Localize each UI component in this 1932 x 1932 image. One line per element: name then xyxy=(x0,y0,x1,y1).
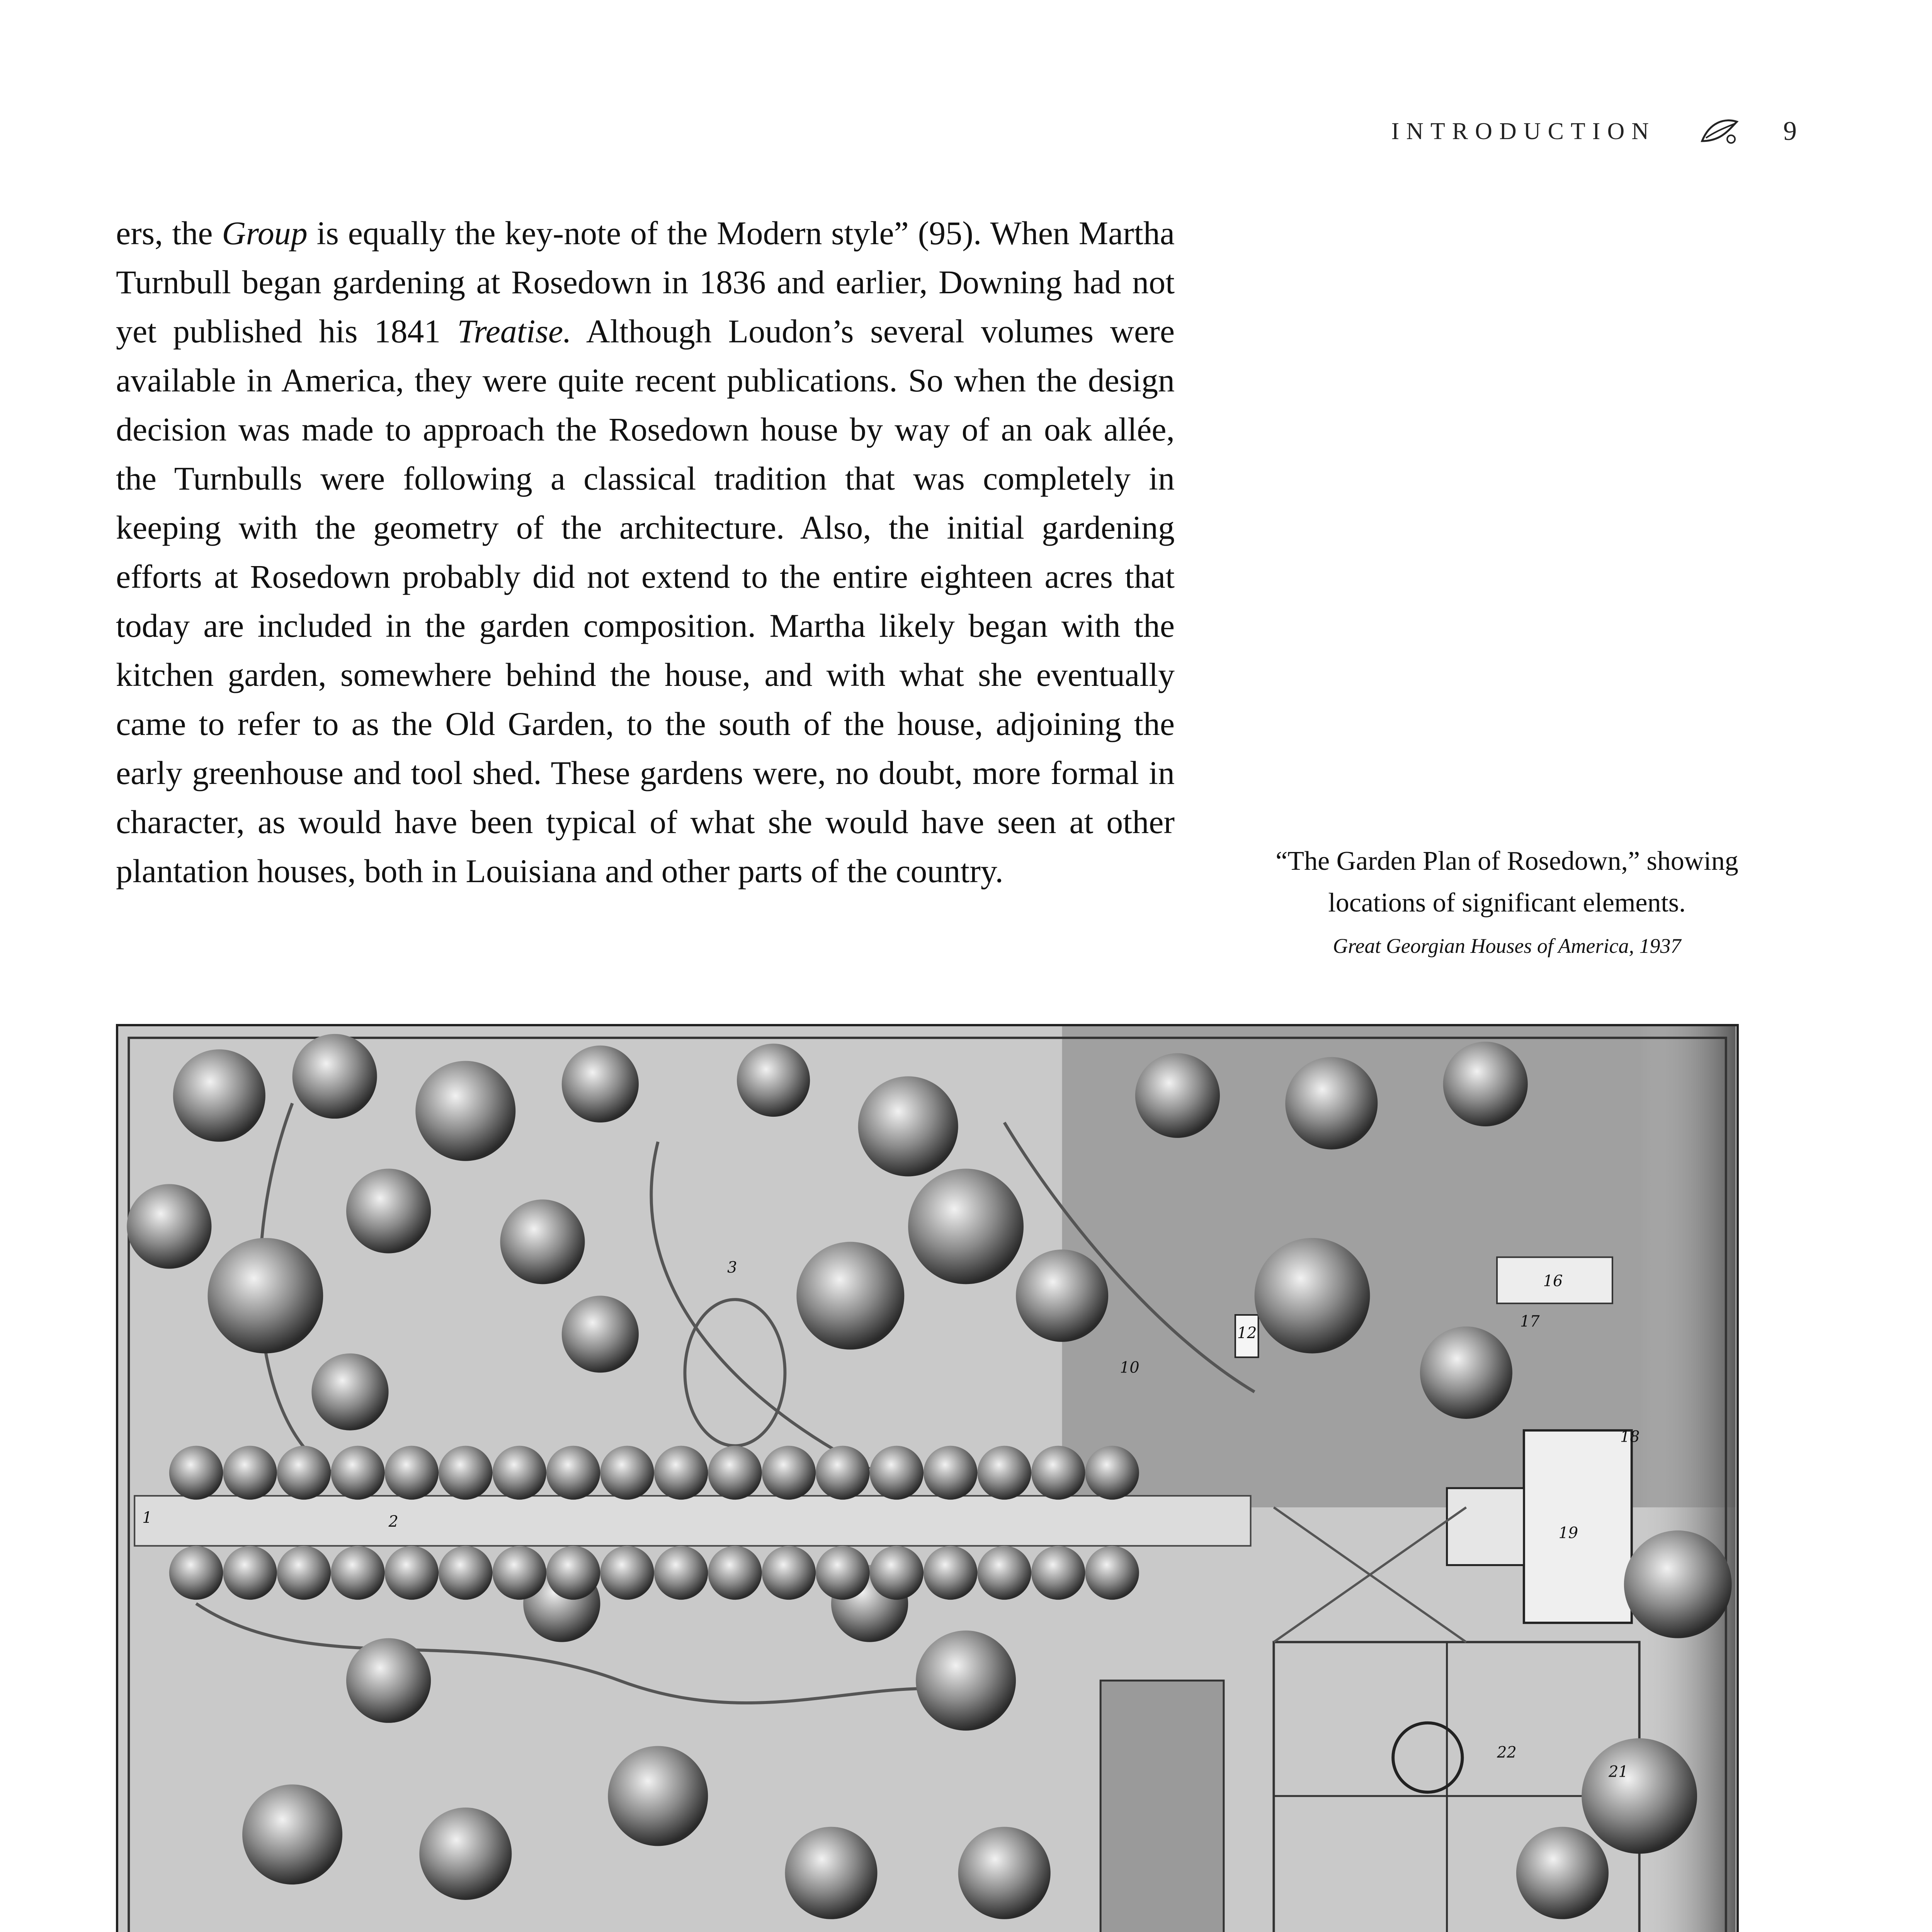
map-label-12: 12 xyxy=(1237,1324,1257,1342)
map-label-18: 18 xyxy=(1620,1428,1640,1446)
leaf-ornament-icon xyxy=(1698,114,1741,149)
garden-plan-figure xyxy=(116,1024,1739,1932)
map-label-2: 2 xyxy=(388,1512,398,1531)
text-run: ers, the xyxy=(116,214,222,252)
text-run: Although Loudon’s several volumes were available in America, they were quite recent publications. So when the design decision was made to approach the Rosedown house by way of an oak allée, the Turnbulls were following a classical tradition that was completely in keeping with the geometry of the architecture. Also, the initial gardening efforts at Rosedown probably did not extend to the entire eighteen acres that today are included in the garden composition. Martha likely began with the kitchen garden, somewhere behind the house, and with what she eventually came to refer to as the Old Garden, to the south of the house, adjoining the early greenhouse and tool shed. These gardens were, no doubt, more formal in character, as would have been typical of what she would have seen at other plantation houses, both in Louisiana and other parts of the country. xyxy=(116,313,1175,889)
map-label-1: 1 xyxy=(142,1509,152,1527)
running-header xyxy=(1391,108,1797,155)
figure-caption xyxy=(1260,840,1754,958)
caption-title: “The Garden Plan of Rosedown,” showing locations of significant elements. xyxy=(1276,846,1738,918)
map-label-10: 10 xyxy=(1120,1359,1139,1377)
text-run: is equally the key-note of the Modern style” (95). When Martha Turnbull began gardening at Rosedown in 1836 and earlier, Downing had not yet published his 1841 xyxy=(116,214,1175,350)
map-label-21: 21 xyxy=(1608,1763,1628,1781)
map-label-19: 19 xyxy=(1558,1524,1578,1542)
section-title: INTRODUCTION xyxy=(1391,118,1656,145)
caption-source: Great Georgian Houses of America, 1937 xyxy=(1333,934,1681,957)
map-label-17: 17 xyxy=(1520,1312,1540,1330)
body-paragraph xyxy=(116,209,1175,896)
body-text xyxy=(116,209,1175,896)
map-label-3: 3 xyxy=(727,1259,737,1277)
map-label-22: 22 xyxy=(1497,1743,1517,1762)
italic-term-treatise: Treatise. xyxy=(457,313,571,350)
italic-term-group: Group xyxy=(222,214,308,252)
page-number: 9 xyxy=(1783,116,1797,146)
garden-plan-drawing xyxy=(118,1026,1736,1932)
map-label-16: 16 xyxy=(1543,1272,1563,1290)
